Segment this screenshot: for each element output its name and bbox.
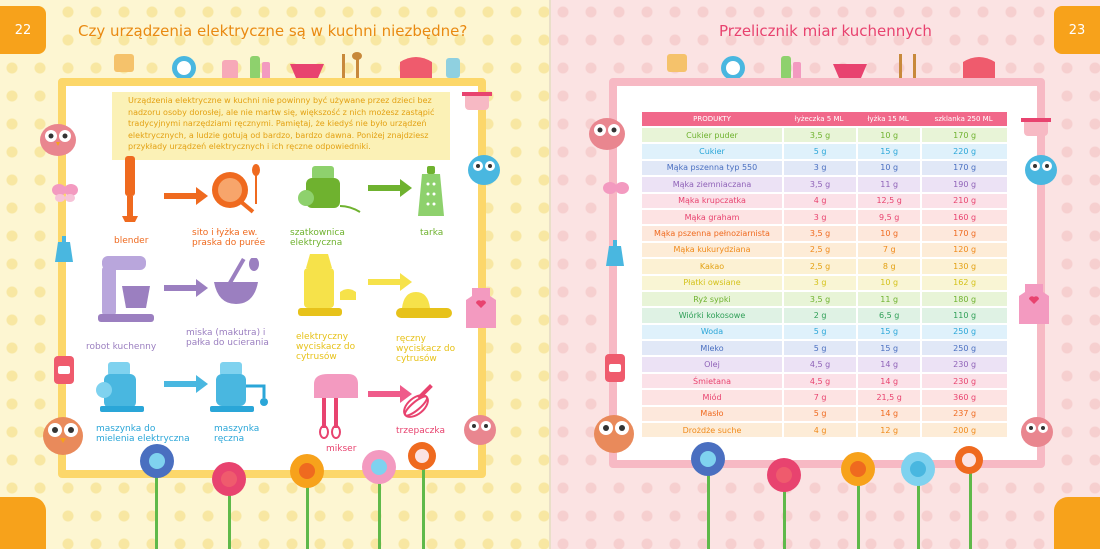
product-name: Cukier puder	[642, 128, 782, 142]
flower-icon	[955, 446, 983, 474]
flower-icon	[691, 442, 725, 476]
mixer-icon	[310, 374, 366, 444]
product-name: Ryż sypki	[642, 292, 782, 306]
measure-value: 6,5 g	[856, 308, 920, 322]
arrow-icon	[164, 378, 208, 390]
measure-value: 3,5 g	[782, 128, 856, 142]
table-row	[642, 210, 1007, 224]
measure-value: 14 g	[856, 357, 920, 371]
measure-value: 230 g	[920, 374, 1007, 388]
measure-value: 200 g	[920, 423, 1007, 437]
pot-icon	[1021, 110, 1051, 142]
measure-value: 15 g	[856, 325, 920, 339]
measure-value: 160 g	[920, 210, 1007, 224]
measure-value: 7 g	[782, 390, 856, 404]
table-row	[642, 308, 1007, 322]
food-processor-icon	[96, 256, 156, 326]
electric-juicer-icon	[294, 254, 364, 324]
item-label-grater: tarka	[420, 228, 444, 238]
measure-value: 5 g	[782, 144, 856, 158]
measure-value: 3,5 g	[782, 226, 856, 240]
table-row	[642, 144, 1007, 158]
measure-value: 220 g	[920, 144, 1007, 158]
measure-value: 210 g	[920, 194, 1007, 208]
grater-icon	[54, 236, 74, 268]
measure-value: 21,5 g	[856, 390, 920, 404]
measure-value: 5 g	[782, 407, 856, 421]
measure-value: 14 g	[856, 374, 920, 388]
item-label-blender: blender	[114, 236, 149, 246]
arrow-icon	[164, 190, 208, 202]
product-name: Masło	[642, 407, 782, 421]
measure-value: 5 g	[782, 325, 856, 339]
sieve-icon	[208, 164, 264, 228]
flower-icon	[841, 452, 875, 486]
measure-value: 4,5 g	[782, 357, 856, 371]
item-label-electric-grinder: maszynka do mielenia elektryczna	[96, 424, 190, 444]
owl-icon	[36, 118, 80, 162]
measure-value: 180 g	[920, 292, 1007, 306]
table-row	[642, 341, 1007, 355]
grater-icon	[605, 240, 625, 272]
measure-value: 10 g	[856, 276, 920, 290]
measure-value: 170 g	[920, 226, 1007, 240]
electric-grinder-icon	[94, 362, 154, 416]
product-name: Mleko	[642, 341, 782, 355]
owl-icon	[589, 408, 639, 460]
measure-value: 11 g	[856, 292, 920, 306]
arrow-icon	[164, 282, 208, 294]
product-name: Mąka pszenna pełnoziarnista	[642, 226, 782, 240]
table-row	[642, 407, 1007, 421]
flower-icon	[408, 442, 436, 470]
measure-value: 15 g	[856, 144, 920, 158]
intro-text-box	[112, 92, 450, 160]
measure-value: 120 g	[920, 243, 1007, 257]
page-title: Przelicznik miar kuchennych	[719, 22, 932, 40]
item-label-electric-juicer: elektryczny wyciskacz do cytrusów	[296, 332, 356, 362]
table-row	[642, 243, 1007, 257]
measure-value: 7 g	[856, 243, 920, 257]
flower-icon	[901, 452, 935, 486]
flower-icon	[362, 450, 396, 484]
intro-text: Urządzenia elektryczne w kuchni nie powinny być używane przez dzieci bez nadzoru osoby dorosłej, ale nie martw się, większość z nich możesz zastąpić tradycyjnymi narzędziami ręcznymi. Pamiętaj, że kiedyś nie było urządzeń elektrycznych, a ludzie gotują od bardzo, bardzo dawna. Poniżej znajdziesz przykłady urządzeń elektrycznych i ich ręczne odpowiedniki.	[128, 96, 435, 151]
table-row	[642, 357, 1007, 371]
product-name: Płatki owsiane	[642, 276, 782, 290]
measure-value: 12 g	[856, 423, 920, 437]
flower-icon	[140, 444, 174, 478]
measure-value: 8 g	[856, 259, 920, 273]
butterfly-icon	[52, 182, 78, 208]
table-row	[642, 325, 1007, 339]
hand-grinder-icon	[206, 362, 276, 420]
measure-value: 250 g	[920, 341, 1007, 355]
item-label-food-processor: robot kuchenny	[86, 342, 157, 352]
arrow-icon	[368, 276, 412, 288]
measure-value: 170 g	[920, 161, 1007, 175]
measure-value: 3 g	[782, 161, 856, 175]
table-header-row	[642, 112, 1007, 126]
product-name: Mąka graham	[642, 210, 782, 224]
measure-value: 4 g	[782, 194, 856, 208]
measure-value: 230 g	[920, 357, 1007, 371]
grater-icon	[416, 166, 446, 222]
product-name: Olej	[642, 357, 782, 371]
flower-icon	[212, 462, 246, 496]
measure-value: 110 g	[920, 308, 1007, 322]
owl-icon	[1017, 412, 1057, 452]
whisk-icon	[400, 380, 450, 424]
item-label-whisk: trzepaczka	[396, 426, 445, 436]
owl-icon	[585, 112, 629, 156]
table-row	[642, 161, 1007, 175]
table-row	[642, 374, 1007, 388]
product-name: Mąka krupczatka	[642, 194, 782, 208]
owl-icon	[460, 410, 500, 450]
pot-icon	[462, 84, 492, 116]
header-tablespoon: łyżka 15 ML	[856, 112, 920, 126]
butterfly-icon	[603, 180, 629, 206]
product-name: Kakao	[642, 259, 782, 273]
owl-icon	[464, 150, 504, 190]
table-row	[642, 177, 1007, 191]
product-name: Mąka kukurydziana	[642, 243, 782, 257]
product-name: Drożdże suche	[642, 423, 782, 437]
item-label-sieve: sito i łyżka ew. praska do purée	[192, 228, 266, 248]
table-row	[642, 194, 1007, 208]
measure-value: 237 g	[920, 407, 1007, 421]
measure-value: 3 g	[782, 276, 856, 290]
measure-value: 4,5 g	[782, 374, 856, 388]
measure-value: 3,5 g	[782, 177, 856, 191]
table-row	[642, 259, 1007, 273]
jar-icon	[603, 350, 627, 388]
page-number-tab: 22	[0, 6, 46, 54]
product-name: Cukier	[642, 144, 782, 158]
header-products: PRODUKTY	[642, 112, 782, 126]
measure-value: 10 g	[856, 226, 920, 240]
header-glass: szklanka 250 ML	[920, 112, 1007, 126]
table-row	[642, 226, 1007, 240]
measure-value: 10 g	[856, 128, 920, 142]
measure-value: 2,5 g	[782, 259, 856, 273]
measure-value: 2,5 g	[782, 243, 856, 257]
measure-value: 14 g	[856, 407, 920, 421]
header-teaspoon: łyżeczka 5 ML	[782, 112, 856, 126]
product-name: Śmietana	[642, 374, 782, 388]
measure-value: 162 g	[920, 276, 1007, 290]
measure-value: 2 g	[782, 308, 856, 322]
owl-icon	[1021, 150, 1061, 190]
electric-slicer-icon	[292, 166, 362, 220]
measure-value: 170 g	[920, 128, 1007, 142]
jar-icon	[52, 352, 76, 390]
apron-icon	[464, 280, 498, 334]
measure-value: 5 g	[782, 341, 856, 355]
hand-juicer-icon	[396, 292, 462, 326]
table-row	[642, 292, 1007, 306]
corner-tab	[1054, 497, 1100, 549]
measures-table	[642, 110, 1007, 439]
table-row	[642, 128, 1007, 142]
product-name: Woda	[642, 325, 782, 339]
item-label-hand-juicer: ręczny wyciskacz do cytrusów	[396, 334, 456, 364]
measure-value: 10 g	[856, 161, 920, 175]
product-name: Mąka pszenna typ 550	[642, 161, 782, 175]
item-label-slicer: szatkownica elektryczna	[290, 228, 345, 248]
product-name: Mąka ziemniaczana	[642, 177, 782, 191]
owl-icon	[38, 410, 88, 462]
corner-tab	[0, 497, 46, 549]
measure-value: 9,5 g	[856, 210, 920, 224]
measure-value: 190 g	[920, 177, 1007, 191]
bowl-icon	[212, 258, 268, 310]
product-name: Miód	[642, 390, 782, 404]
measure-value: 4 g	[782, 423, 856, 437]
page-title: Czy urządzenia elektryczne są w kuchni niezbędne?	[78, 22, 468, 40]
item-label-hand-grinder: maszynka ręczna	[214, 424, 260, 444]
table-row	[642, 276, 1007, 290]
measure-value: 250 g	[920, 325, 1007, 339]
table-row	[642, 390, 1007, 404]
item-label-bowl: miska (makutra) i pałka do ucierania	[186, 328, 269, 348]
page-number-tab: 23	[1054, 6, 1100, 54]
measure-value: 15 g	[856, 341, 920, 355]
arrow-icon	[368, 182, 412, 194]
blender-icon	[118, 156, 142, 226]
measure-value: 130 g	[920, 259, 1007, 273]
measure-value: 12,5 g	[856, 194, 920, 208]
measure-value: 3,5 g	[782, 292, 856, 306]
flower-icon	[290, 454, 324, 488]
measure-value: 3 g	[782, 210, 856, 224]
measure-value: 360 g	[920, 390, 1007, 404]
table-body	[642, 128, 1007, 437]
product-name: Wiórki kokosowe	[642, 308, 782, 322]
measure-value: 11 g	[856, 177, 920, 191]
item-label-mixer: mikser	[326, 444, 357, 454]
table-row	[642, 423, 1007, 437]
flower-icon	[767, 458, 801, 492]
apron-icon	[1017, 276, 1051, 330]
